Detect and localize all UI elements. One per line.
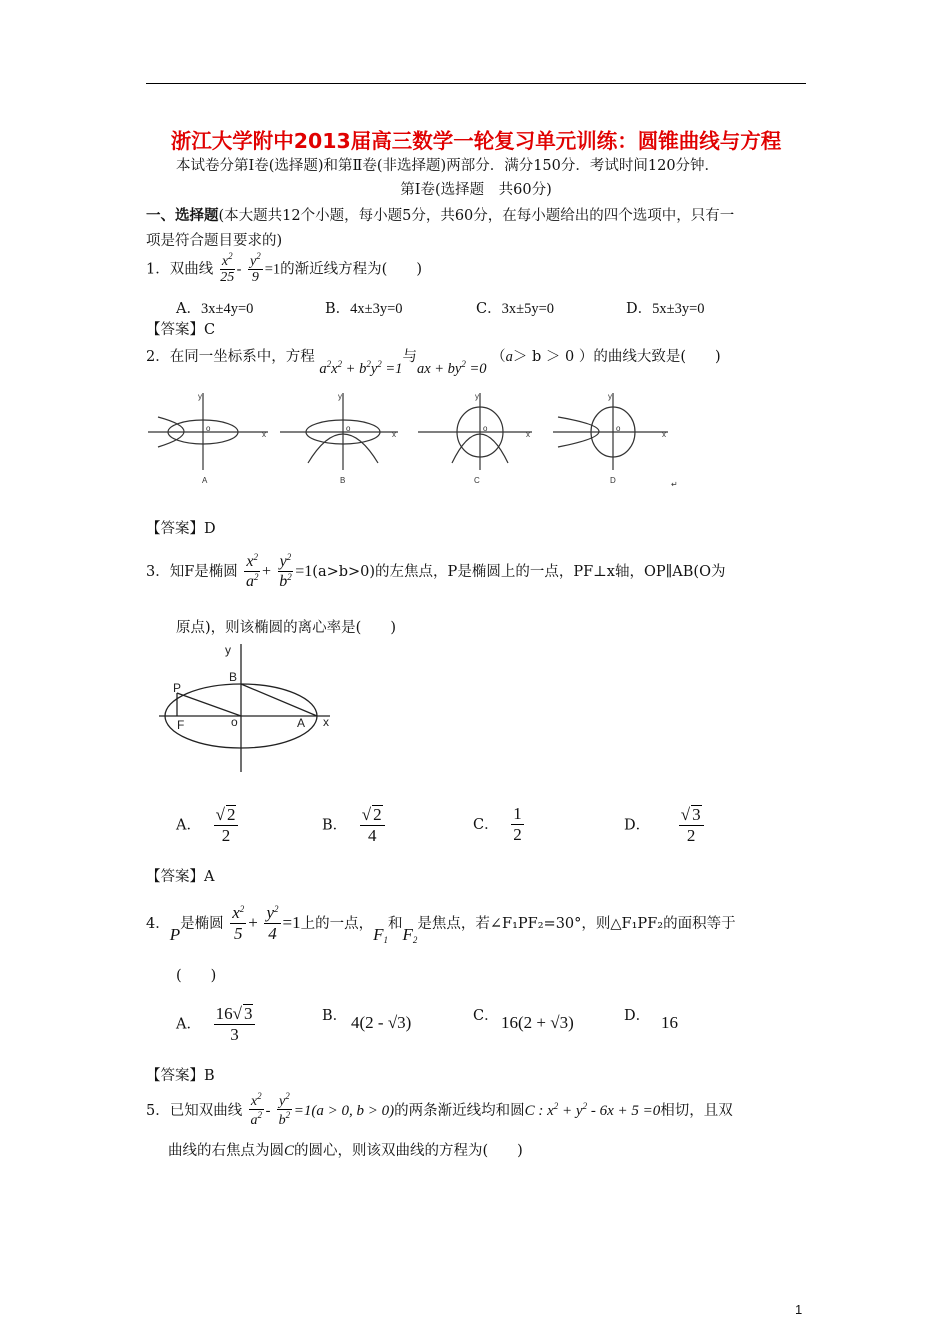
- q3-option-a: A． $\frac{√ 2}{2}$: [176, 805, 240, 846]
- q1-option-a: A．3x±4y=0: [176, 301, 254, 317]
- q5-stem-line2: 曲线的右焦点为圆C的圆心，则该双曲线的方程为( ): [168, 1143, 523, 1159]
- q3-fig-b: B: [229, 670, 238, 684]
- q4-number: 4．: [146, 916, 170, 933]
- q5-stem-mid: 的两条渐近线均和圆: [394, 1103, 525, 1120]
- q4-option-b: B．: [322, 1008, 348, 1024]
- svg-text:x: x: [392, 430, 396, 439]
- q4-option-d: D．: [624, 1008, 651, 1024]
- svg-text:y: y: [475, 392, 479, 401]
- q2-figure: [140, 385, 700, 495]
- q2-stem-mid: 与: [402, 349, 417, 365]
- q2-stem-post: ＞ b ＞ 0 ）的曲线大致是( ): [512, 349, 721, 365]
- q4-option-d-value: 16: [661, 1013, 678, 1032]
- q1-option-b: B．4x±3y=0: [325, 301, 403, 317]
- q3-fig-f: F: [177, 718, 185, 732]
- q3-option-c: C． $\frac{1}{2}$: [473, 804, 522, 844]
- q2-fig-a-origin: o: [206, 424, 211, 433]
- q4-option-c: C．: [473, 1008, 499, 1024]
- question-4: 4．P是椭圆 $\frac{x^2}{5}$ + $\frac{y^2}{4}$ =1上的一点，$F_1$和$F_2$是焦点，若∠F₁PF₂=30°，则△F₁PF₂的面积等于: [146, 903, 736, 946]
- q4-stem-line2: ( ): [176, 968, 217, 984]
- q1-stem-post: 的渐近线方程为( ): [280, 261, 422, 278]
- svg-text:y: y: [198, 392, 202, 401]
- q4-option-c-value: 16(2 + √3): [501, 1013, 574, 1032]
- page-number: 1: [795, 1302, 803, 1317]
- svg-text:x: x: [662, 430, 666, 439]
- q4-stem-mid: 上的一点，: [300, 916, 374, 933]
- q5-stem-post: 相切，且双: [660, 1103, 733, 1120]
- q3-stem-pre: 知F是椭圆: [169, 563, 238, 580]
- part-one-heading: 第Ⅰ卷(选择题 共60分): [400, 182, 552, 198]
- section-heading: [146, 204, 734, 225]
- q4-stem-post: 是焦点，若∠F₁PF₂=30°，则△F₁PF₂的面积等于: [417, 916, 736, 933]
- q2-answer: 【答案】D: [146, 521, 216, 537]
- q3-fig-a: A: [297, 716, 306, 730]
- q1-number: 1．: [146, 261, 170, 278]
- q2-fig-label-b: B: [340, 476, 346, 485]
- svg-text:x: x: [262, 430, 266, 439]
- q2-fig-label-c: C: [474, 476, 480, 485]
- q4-stem-pre: 是椭圆: [180, 916, 224, 933]
- q3-option-d: D． $\frac{√ 3}{2}$: [624, 805, 706, 846]
- q4-option-b-value: 4(2 - √3): [351, 1013, 412, 1032]
- q2-stem-pre: 在同一坐标系中，方程: [169, 349, 315, 365]
- q3-fig-o: o: [231, 715, 238, 729]
- q3-fig-p: P: [173, 681, 182, 695]
- q1-frac-y: $\frac{y^2}{9}$: [250, 251, 261, 286]
- q5-stem-pre: 已知双曲线: [169, 1103, 243, 1120]
- q3-answer: 【答案】A: [146, 869, 215, 885]
- q1-answer: 【答案】C: [146, 322, 216, 338]
- q1-stem-pre: 双曲线: [169, 261, 214, 278]
- q2-number: 2．: [146, 349, 170, 365]
- q2-fig-label-d: D: [610, 476, 616, 485]
- q5-number: 5．: [146, 1103, 170, 1120]
- question-1: 1．双曲线 $\frac{x^2}{25}$ - $\frac{y^2}{9}$ =1的渐近线方程为( ): [146, 251, 422, 286]
- q3-stem-post: (a>b>0)的左焦点，P是椭圆上的一点，PF⊥x轴，OP∥AB(O为: [312, 563, 726, 580]
- q1-option-c: C．3x±5y=0: [476, 301, 554, 317]
- q3-fig-x: x: [323, 715, 329, 729]
- svg-text:x: x: [526, 430, 530, 439]
- question-5: 5．已知双曲线 $\frac{x^2}{a^2}$ - $\frac{y^2}{b^2}$ =1(a > 0, b > 0)的两条渐近线均和圆C : $x^2 + y^2 - 6x + 5 =0$相切，且双: [146, 1091, 733, 1129]
- q4-option-a: A． $\frac{16√ 3}{3}$: [176, 1004, 257, 1045]
- svg-text:↵: ↵: [671, 480, 678, 489]
- q3-stem-line2: 原点)，则该椭圆的离心率是( ): [176, 620, 396, 636]
- q2-fig-label-a: A: [202, 476, 208, 485]
- q4-answer: 【答案】B: [146, 1068, 215, 1084]
- svg-text:y: y: [608, 392, 612, 401]
- exam-intro: 本试卷分第Ⅰ卷(选择题)和第Ⅱ卷(非选择题)两部分．满分150分．考试时间120分钟．: [176, 158, 720, 174]
- question-3: 3．知F是椭圆 $\frac{x^2}{a^2}$ + $\frac{y^2}{b^2}$ =1(a>b>0)的左焦点，P是椭圆上的一点，PF⊥x轴，OP∥AB(O为: [146, 552, 726, 590]
- section-desc-line1: (本大题共12个小题，每小题5分，共60分，在每小题给出的四个选项中，只有一: [218, 208, 735, 224]
- q3-number: 3．: [146, 563, 170, 580]
- section-title: 一、选择题: [146, 207, 219, 224]
- q3-figure: [155, 640, 340, 778]
- question-2: 2．在同一坐标系中，方程 $a^2x^2 + b^2y^2 =1$与ax + $by^2 =0$ （a＞ b ＞ 0 ）的曲线大致是( ): [146, 349, 721, 377]
- q1-frac-x: $\frac{x^2}{25}$: [220, 251, 235, 286]
- svg-text:o: o: [616, 424, 621, 433]
- section-desc-line2: 项是符合题目要求的): [146, 233, 283, 249]
- page-title: 浙江大学附中2013届高三数学一轮复习单元训练：圆锥曲线与方程: [170, 129, 782, 153]
- svg-text:o: o: [346, 424, 351, 433]
- q3-fig-y: y: [225, 643, 231, 657]
- header-rule: [146, 83, 806, 84]
- svg-text:o: o: [483, 424, 488, 433]
- q1-option-d: D．5x±3y=0: [626, 301, 705, 317]
- svg-text:y: y: [338, 392, 342, 401]
- q3-option-b: B． $\frac{√ 2}{4}$: [322, 805, 387, 846]
